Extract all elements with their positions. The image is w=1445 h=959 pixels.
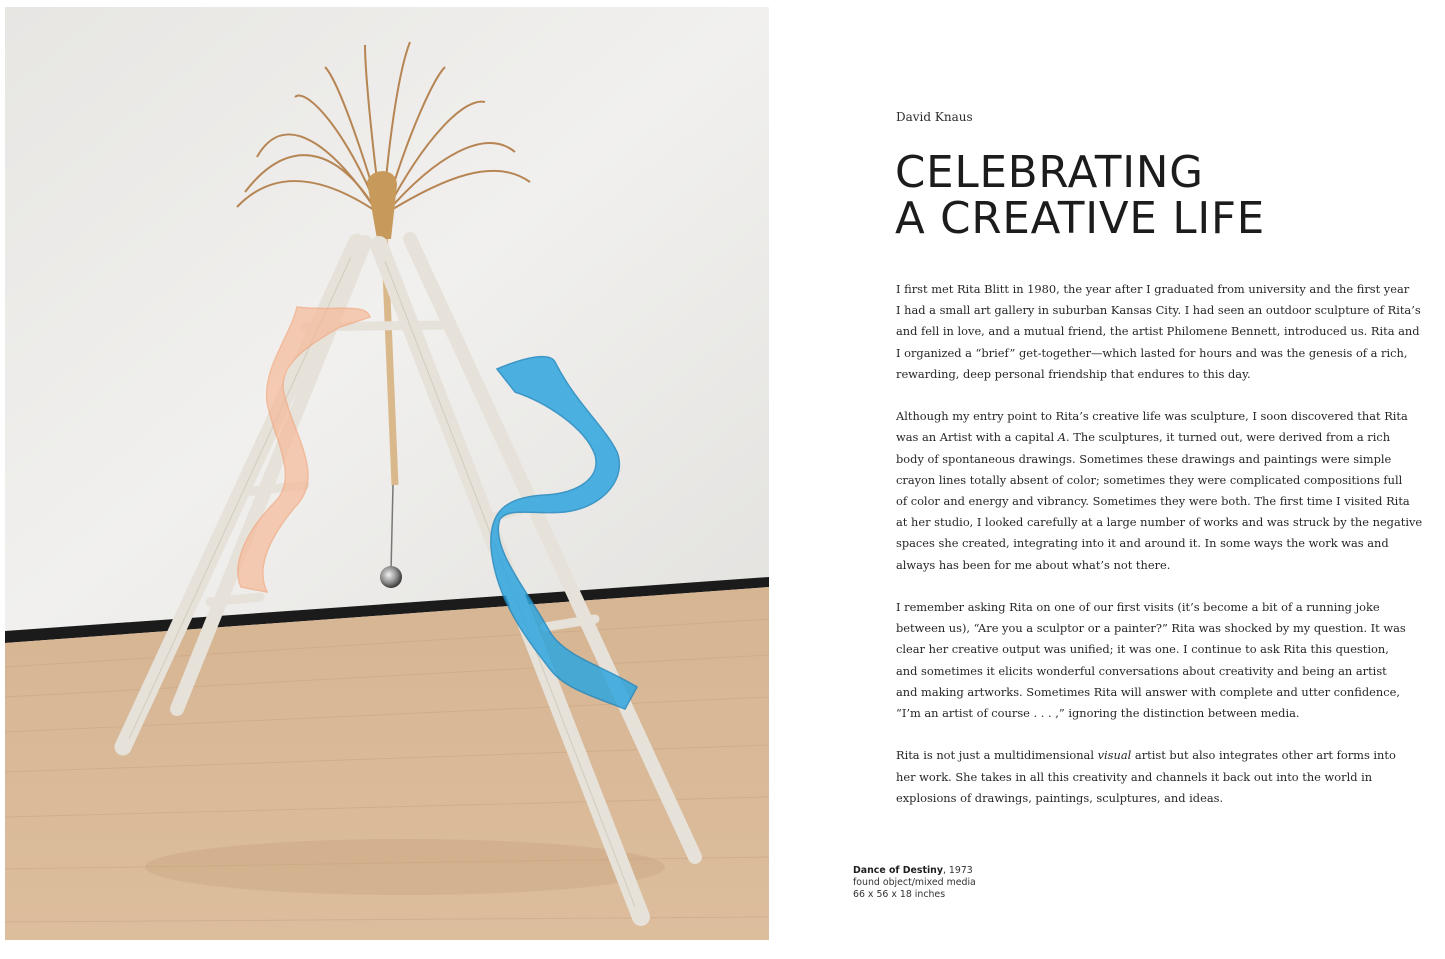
text-line: of color and energy and vibrancy. Sometimes they were both. The first time I visited Rita xyxy=(896,494,1410,509)
text-line: rewarding, deep personal friendship that endures to this day. xyxy=(896,366,1251,381)
text-line: I organized a “brief” get-together—which lasted for hours and was the genesis of a rich, xyxy=(896,345,1408,360)
caption-medium: found object/mixed media xyxy=(853,876,976,888)
text-line: and making artworks. Sometimes Rita will answer with complete and utter confidence, xyxy=(896,684,1400,699)
sculpture-illustration xyxy=(5,7,769,940)
text-line: I had a small art gallery in suburban Kansas City. I had seen an outdoor sculpture of Rita’s xyxy=(896,303,1421,318)
text-segment: artist but also integrates other art forms into xyxy=(1131,748,1396,763)
essay-paragraph xyxy=(896,406,1423,576)
essay-body xyxy=(896,279,1423,830)
text-line: and fell in love, and a mutual friend, the artist Philomene Bennett, introduced us. Rita and xyxy=(896,324,1420,339)
text-segment: was an Artist with a capital xyxy=(896,430,1058,445)
caption-year: , 1973 xyxy=(942,865,973,876)
caption-dimensions: 66 x 56 x 18 inches xyxy=(853,888,946,900)
text-line: I first met Rita Blitt in 1980, the year after I graduated from university and the first year xyxy=(896,282,1410,296)
text-line: and sometimes it elicits wonderful conversations about creativity and being an artist xyxy=(896,663,1387,678)
text-line: “I’m an artist of course . . . ,” ignoring the distinction between media. xyxy=(896,706,1300,721)
artwork-caption xyxy=(853,865,976,900)
essay-paragraph xyxy=(896,597,1406,724)
page-title xyxy=(895,150,1265,242)
text-line: Although my entry point to Rita’s creative life was sculpture, I soon discovered that Rita xyxy=(896,409,1408,424)
text-line: clear her creative output was unified; it was one. I continue to ask Rita this question, xyxy=(896,642,1389,657)
caption-title-line xyxy=(853,865,976,877)
text-line: explosions of drawings, paintings, sculptures, and ideas. xyxy=(896,790,1224,805)
title-line-2: A CREATIVE LIFE xyxy=(895,194,1266,244)
text-line xyxy=(896,745,1396,766)
text-segment: . The sculptures, it turned out, were derived from a rich xyxy=(1066,430,1391,445)
caption-artwork-title: Dance of Destiny xyxy=(853,865,943,876)
text-line xyxy=(896,427,1391,448)
italic-word: A xyxy=(1057,430,1067,445)
text-line: always has been for me about what’s not there. xyxy=(896,557,1171,572)
italic-word: visual xyxy=(1097,748,1132,763)
pendulum-ball xyxy=(380,566,402,588)
text-line: at her studio, I looked carefully at a large number of works and was struck by the negative xyxy=(896,515,1423,530)
text-line: crayon lines totally absent of color; sometimes they were complicated compositions full xyxy=(896,472,1403,487)
essay-paragraph xyxy=(896,745,1396,809)
text-line: I remember asking Rita on one of our first visits (it’s become a bit of a running joke xyxy=(896,600,1380,615)
text-line: body of spontaneous drawings. Sometimes these drawings and paintings were simple xyxy=(896,451,1392,466)
text-line: spaces she created, integrating into it and around it. In some ways the work was and xyxy=(896,536,1389,551)
essay-paragraph xyxy=(896,279,1421,385)
title-line-1: CELEBRATING xyxy=(895,148,1204,198)
text-segment: Rita is not just a multidimensional xyxy=(896,748,1098,763)
text-line: between us), “Are you a sculptor or a painter?” Rita was shocked by my question. It was xyxy=(896,621,1406,636)
author-name: David Knaus xyxy=(896,110,973,124)
artwork-photo xyxy=(5,7,769,940)
text-line: her work. She takes in all this creativity and channels it back out into the world in xyxy=(896,769,1373,784)
